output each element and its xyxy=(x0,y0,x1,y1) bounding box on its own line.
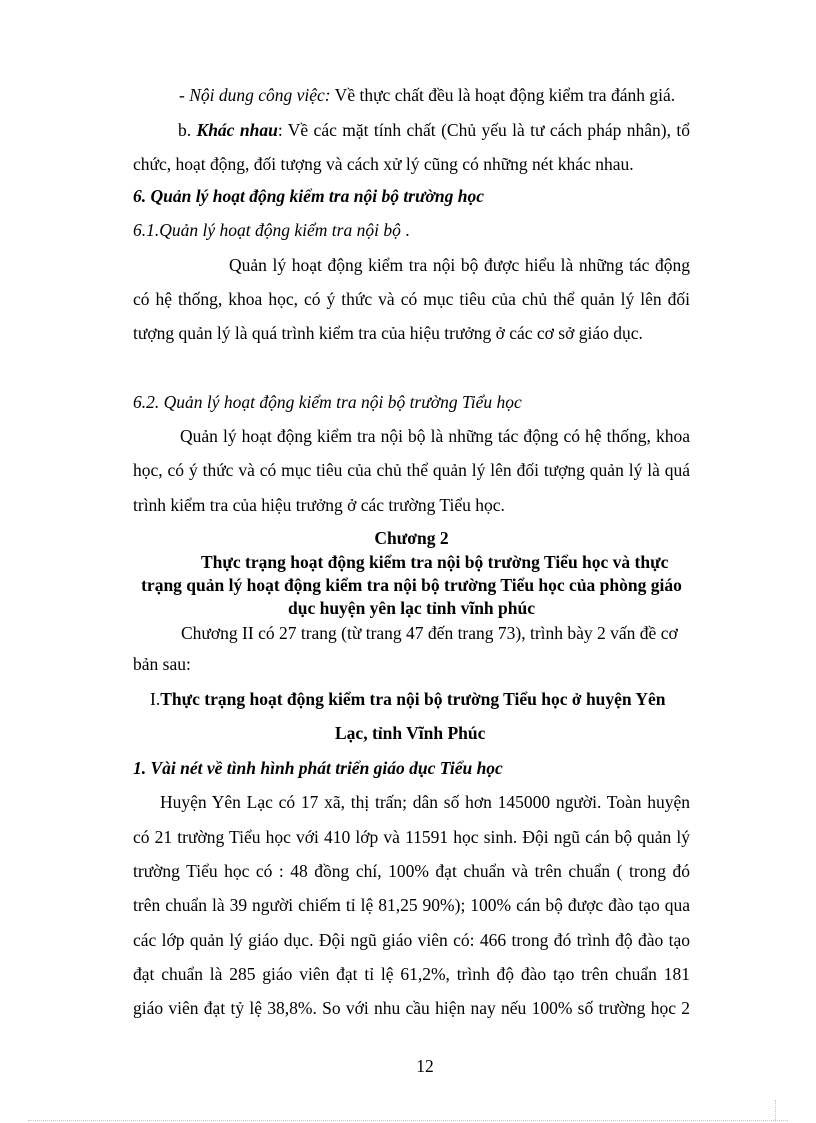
page-number: 12 xyxy=(416,1056,434,1076)
section-1-line-1: Huyện Yên Lạc có 17 xã, thị trấn; dân số hơn 145000 người. Toàn huyện xyxy=(160,792,690,812)
chapter-label: Chương 2 xyxy=(374,528,449,548)
heading-section-6-1-tail: . xyxy=(400,220,410,240)
section-1-line-4: trên chuẩn là 39 người chiếm tỉ lệ 81,25 90%); 100% cán bộ được đào tạo qua xyxy=(133,895,690,915)
chapter-intro-line-2: bản sau: xyxy=(133,654,191,674)
chapter-title-line-2: trạng quản lý hoạt động kiểm tra nội bộ trường Tiểu học của phòng giáo xyxy=(141,575,682,595)
section-1-line-2: có 21 trường Tiểu học với 410 lớp và 11591 học sinh. Đội ngũ cán bộ quản lý xyxy=(133,827,690,847)
part-1-numeral: I. xyxy=(150,689,161,709)
heading-section-6: 6. Quản lý hoạt động kiểm tra nội bộ trường học xyxy=(133,186,484,206)
label-khac-nhau: Khác nhau xyxy=(196,120,278,140)
part-1-heading-text: Thực trạng hoạt động kiểm tra nội bộ trường Tiểu học ở huyện Yên xyxy=(160,689,666,709)
heading-section-6-2: 6.2. Quản lý hoạt động kiểm tra nội bộ trường Tiểu học xyxy=(133,392,522,412)
text-khac-nhau: : Về các mặt tính chất (Chủ yếu là tư cách pháp nhân), tổ xyxy=(277,120,691,140)
section-6-2-line-3: trình kiểm tra của hiệu trưởng ở các trường Tiểu học. xyxy=(133,495,505,515)
heading-section-1: 1. Vài nét về tình hình phát triển giáo dục Tiểu học xyxy=(133,758,503,778)
section-6-2-line-2: học, có ý thức và có mục tiêu của chủ thể quản lý lên đối tượng quản lý là quá xyxy=(133,460,690,480)
page-corner-mark xyxy=(775,1100,776,1122)
prefix-b: b. xyxy=(178,120,197,140)
chapter-title-line-1: Thực trạng hoạt động kiểm tra nội bộ trường Tiểu học và thực xyxy=(201,552,669,572)
section-1-line-3: trường Tiểu học có : 48 đồng chí, 100% đạt chuẩn và trên chuẩn ( trong đó xyxy=(133,861,690,881)
label-noi-dung: - Nội dung công việc: xyxy=(179,85,331,105)
section-1-line-6: đạt chuẩn là 285 giáo viên đạt tỉ lệ 61,2%, trình độ đào tạo trên chuẩn 181 xyxy=(133,964,690,984)
paragraph-noi-dung xyxy=(179,84,675,106)
chapter-title-line-3: dục huyện yên lạc tỉnh vĩnh phúc xyxy=(287,598,536,618)
paragraph-khac-nhau-line-2: chức, hoạt động, đối tượng và cách xử lý cũng có những nét khác nhau. xyxy=(133,154,634,174)
section-6-1-line-1: Quản lý hoạt động kiểm tra nội bộ được hiểu là những tác động xyxy=(229,255,690,275)
section-6-1-line-3: tượng quản lý là quá trình kiểm tra của hiệu trưởng ở các cơ sở giáo dục. xyxy=(133,323,643,343)
paragraph-khac-nhau-line-1 xyxy=(178,119,690,141)
part-1-heading-line-2: Lạc, tỉnh Vĩnh Phúc xyxy=(335,723,486,743)
heading-section-6-1 xyxy=(133,219,410,241)
part-1-heading-line-1 xyxy=(150,688,666,710)
section-6-1-line-2: có hệ thống, khoa học, có ý thức và có mục tiêu của chủ thể quản lý lên đối xyxy=(133,289,690,309)
section-6-2-line-1: Quản lý hoạt động kiểm tra nội bộ là những tác động có hệ thống, khoa xyxy=(180,426,690,446)
heading-section-6-1-text: 6.1.Quản lý hoạt động kiểm tra nội bộ xyxy=(133,220,401,240)
chapter-intro-line-1: Chương II có 27 trang (từ trang 47 đến trang 73), trình bày 2 vấn đề cơ xyxy=(181,623,678,643)
page-bottom-border xyxy=(28,1120,788,1121)
section-1-line-7: giáo viên đạt tỷ lệ 38,8%. So với nhu cầu hiện nay nếu 100% số trường học 2 xyxy=(133,998,690,1018)
text-noi-dung: Về thực chất đều là hoạt động kiểm tra đánh giá. xyxy=(330,85,676,105)
section-1-line-5: các lớp quản lý giáo dục. Đội ngũ giáo viên có: 466 trong đó trình độ đào tạo xyxy=(133,930,690,950)
